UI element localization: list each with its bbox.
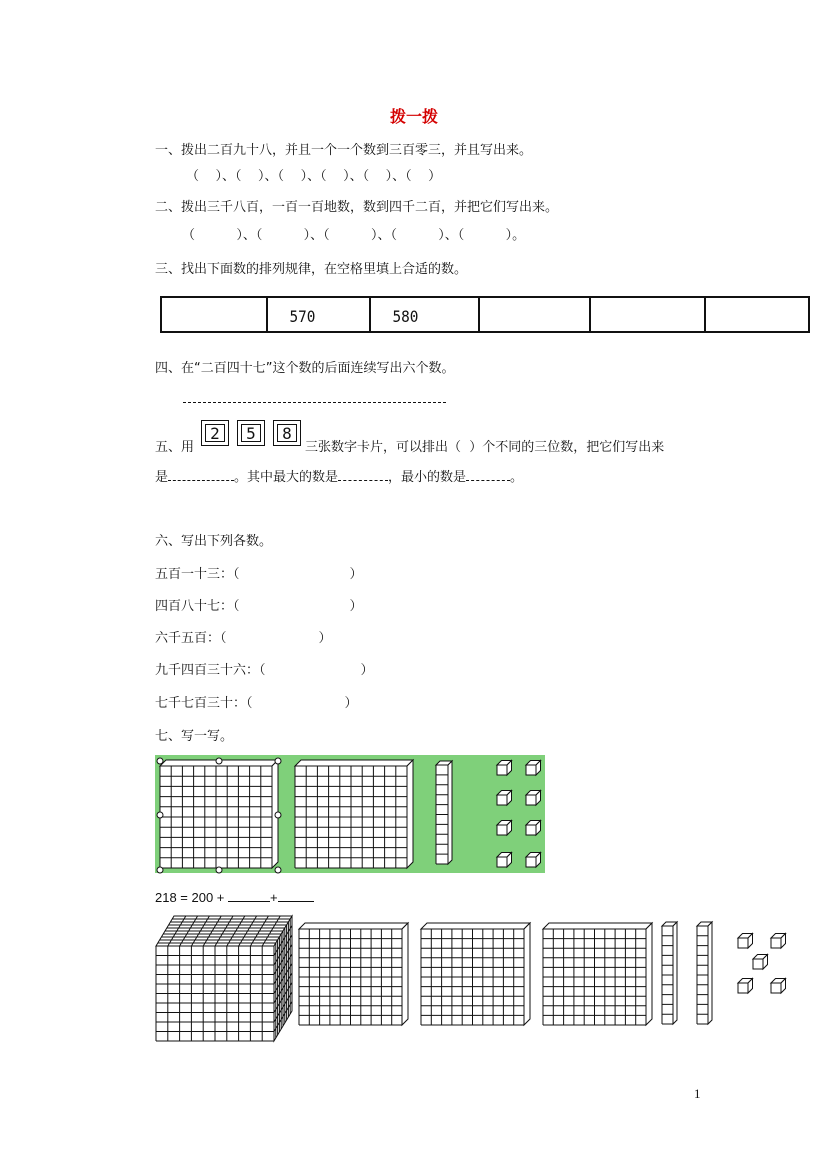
tens-blank[interactable] [228, 889, 270, 902]
question-5-suffix: 三张数字卡片，可以排出（ ）个不同的三位数，把它们写出来 [305, 440, 665, 455]
tens-rod [436, 761, 452, 864]
selection-handle [157, 812, 163, 818]
digit-card: 8 [273, 420, 301, 446]
hundreds-flat [295, 760, 413, 868]
q6-item: 六千五百：（ ） [155, 631, 332, 646]
ones-cube [738, 979, 753, 994]
hundreds-flat [543, 923, 652, 1025]
selection-handle [275, 812, 281, 818]
digit-card: 2 [201, 420, 229, 446]
ones-cube [497, 853, 512, 868]
sequence-cell: 580 [370, 297, 479, 332]
question-1-answers: （ ）、（ ）、（ ）、（ ）、（ ）、（ ） [186, 169, 442, 184]
question-3-text: 三、找出下面数的排列规律，在空格里填上合适的数。 [155, 262, 468, 277]
selection-handle [216, 758, 222, 764]
ones-cube [526, 821, 541, 836]
q6-item: 九千四百三十六：（ ） [155, 663, 374, 678]
hundreds-flat [160, 760, 278, 868]
ones-cube [771, 979, 786, 994]
sequence-cell: 570 [267, 297, 370, 332]
question-4-text: 四、在“二百四十七”这个数的后面连续写出六个数。 [155, 361, 455, 376]
q6-item: 五百一十三：（ ） [155, 567, 363, 582]
selection-handle [157, 758, 163, 764]
ones-cube [526, 761, 541, 776]
ones-blank[interactable] [278, 889, 314, 902]
page-title: 拨一拨 [390, 107, 439, 126]
ones-cube [497, 761, 512, 776]
question-2-text: 二、拨出三千八百，一百一百地数，数到四千二百，并把它们写出来。 [155, 200, 559, 215]
hundreds-flat [299, 923, 408, 1025]
question-5-prefix: 五、用 [155, 440, 195, 455]
question-6-text: 六、写出下列各数。 [155, 534, 273, 549]
question-2-answers: （ ）、（ ）、（ ）、（ ）、（ ）。 [182, 228, 526, 243]
selection-handle [157, 867, 163, 873]
selection-handle [216, 867, 222, 873]
ones-cube [526, 791, 541, 806]
equation: 218 = 200 + + [155, 889, 314, 905]
question-7-text: 七、写一写。 [155, 729, 234, 744]
ones-cube [497, 791, 512, 806]
thousands-cube [156, 916, 292, 1041]
tens-rod [662, 922, 677, 1024]
ones-cube [753, 955, 768, 970]
selection-handle [275, 867, 281, 873]
q6-item: 四百八十七：（ ） [155, 599, 363, 614]
ones-cube [738, 934, 753, 949]
digit-card: 5 [237, 420, 265, 446]
question-5-line2: 是 。其中最大的数是 ，最小的数是 。 [155, 470, 524, 485]
q6-item: 七千七百三十：（ ） [155, 696, 358, 711]
tens-rod [697, 922, 712, 1024]
ones-cube [771, 934, 786, 949]
page-number: 1 [694, 1086, 701, 1101]
question-1-text: 一、拨出二百九十八，并且一个一个数到三百零三，并且写出来。 [155, 143, 533, 158]
hundreds-flat [421, 923, 530, 1025]
ones-cube [497, 821, 512, 836]
selection-handle [275, 758, 281, 764]
ones-cube [526, 853, 541, 868]
